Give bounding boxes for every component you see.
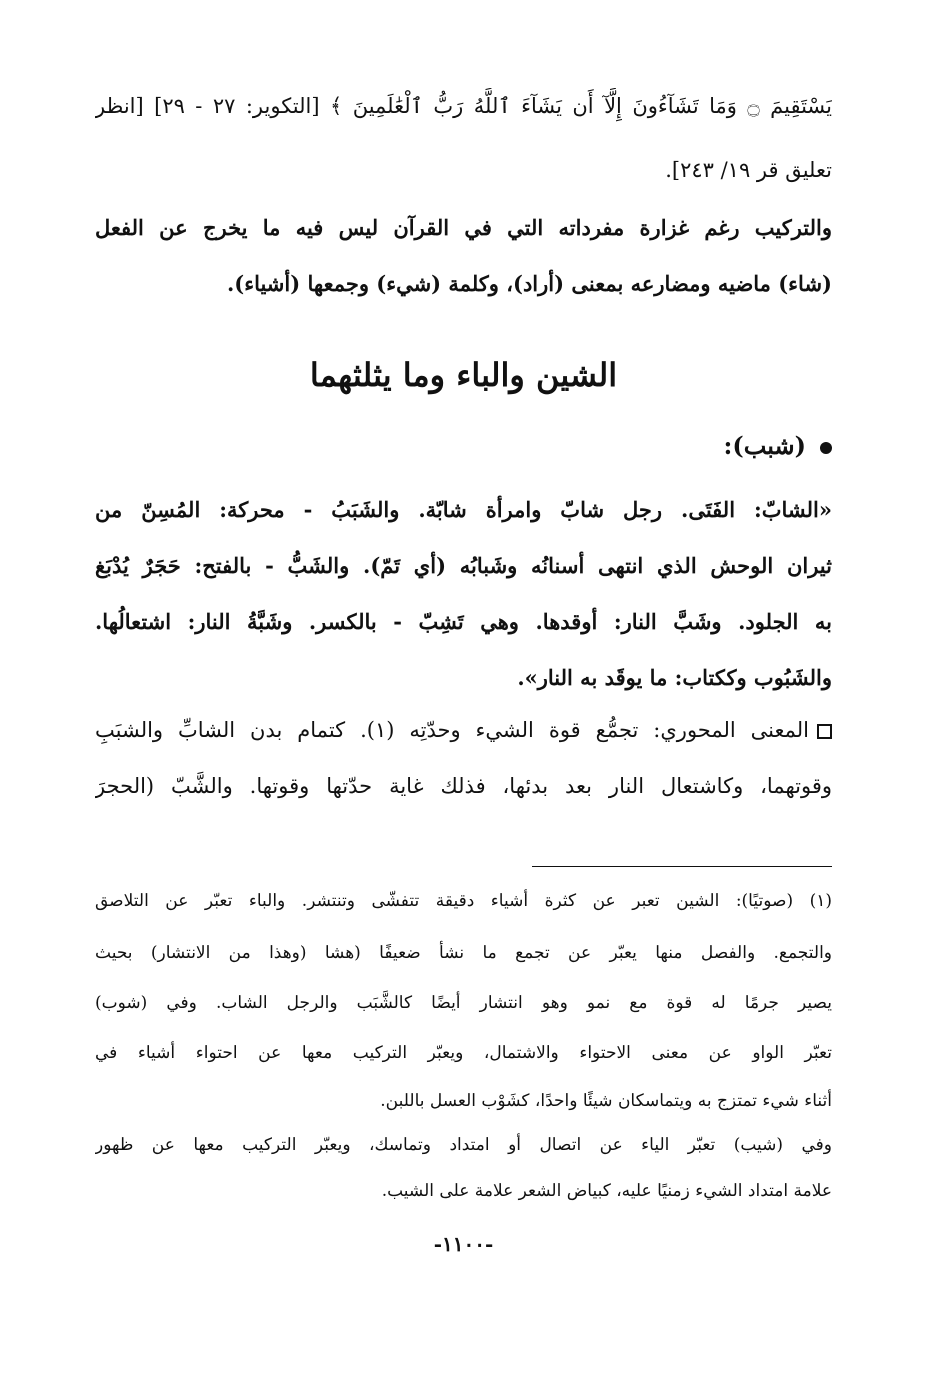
meaning-line-1 [95, 712, 832, 748]
entry-heading-text: (شبب): [723, 431, 806, 460]
bullet-icon [820, 442, 832, 454]
footnote-line-6: وفي (شيب) تعبّر الياء عن اتصال أو امتداد وتماسك، ويعبّر التركيب معها عن ظهور [95, 1135, 832, 1155]
definition-line-4: والشَبُوب وككتاب: ما يوقَد به النار». [517, 665, 832, 690]
section-title: الشين والباء وما يثلثهما [309, 356, 618, 394]
footnote-divider [532, 866, 832, 867]
square-bullet-icon [817, 724, 832, 739]
intro-line-2: تعليق قر ١٩/ ٢٤٣]. [665, 158, 832, 182]
definition-line-3: به الجلود. وشَبَّ النار: أوقدها. وهي تَشِبّ - بالكسر. وشَبَّةُ النار: اشتعالُها. [95, 609, 832, 634]
definition-line-1: «الشابّ: الفَتَى. رجل شابّ وامرأة شابّة. والشَبَبُ - محركة: المُسِنّ من [95, 497, 832, 522]
footnote-line-3: يصير جرمًا له قوة مع نمو وهو انتشار أيضًا كالشَّبَب والرجل الشاب. وفي (شوب) [95, 993, 832, 1013]
intro-line-1: يَسْتَقِيمَ ۝ وَمَا تَشَآءُونَ إِلَّآ أَن يَشَآءَ ٱللَّهُ رَبُّ ٱلْعَٰلَمِينَ ﴾ [التكوير: ٢٧ - ٢٩] [انظر [95, 94, 832, 118]
meaning-line-2: وقوتهما، وكاشتعال النار بعد بدئها، فذلك غاية حدّتها وقوتها. والشَّبّ (الحجرَ [95, 774, 832, 798]
intro-line-3: والتركيب رغم غزارة مفرداته التي في القرآن ليس فيه ما يخرج عن الفعل [95, 215, 832, 240]
footnote-line-7: علامة امتداد الشيء زمنيًا عليه، كبياض الشعر علامة على الشيب. [381, 1181, 832, 1201]
intro-line-4: (شاء) ماضيه ومضارعه بمعنى (أراد)، وكلمة (شيء) وجمعها (أشياء). [226, 271, 832, 296]
definition-line-2: ثيران الوحش الذي انتهى أسنانُه وشَبابُه (أي تَمّ). والشَبُّ - بالفتح: حَجَرٌ يُدْبَغ [95, 553, 832, 578]
footnote-line-5: أثناء شيء تمتزج به ويتماسكان شيئًا واحدًا، كشَوْب العسل باللبن. [380, 1091, 832, 1111]
meaning-line-1-text: المعنى المحوري: تجمُّع قوة الشيء وحدّتِه (١). كتمام بدن الشابِّ والشبَبِ [95, 718, 809, 742]
footnote-line-4: تعبّر الواو عن معنى الاحتواء والاشتمال، ويعبّر التركيب معها عن احتواء أشياء في [95, 1043, 832, 1063]
footnote-line-2: والتجمع. والفصل منها يعبّر عن تجمع ما نشأ ضعيفًا (هشا (وهذا من الانتشار) بحيث [95, 943, 832, 963]
page-number: -١١٠٠- [433, 1232, 494, 1256]
entry-heading [95, 428, 832, 464]
footnote-line-1: (١) (صوتيًا): الشين تعبر عن كثرة أشياء دقيقة تتفشّى وتنتشر. والباء تعبّر عن التلاصق [95, 891, 832, 911]
